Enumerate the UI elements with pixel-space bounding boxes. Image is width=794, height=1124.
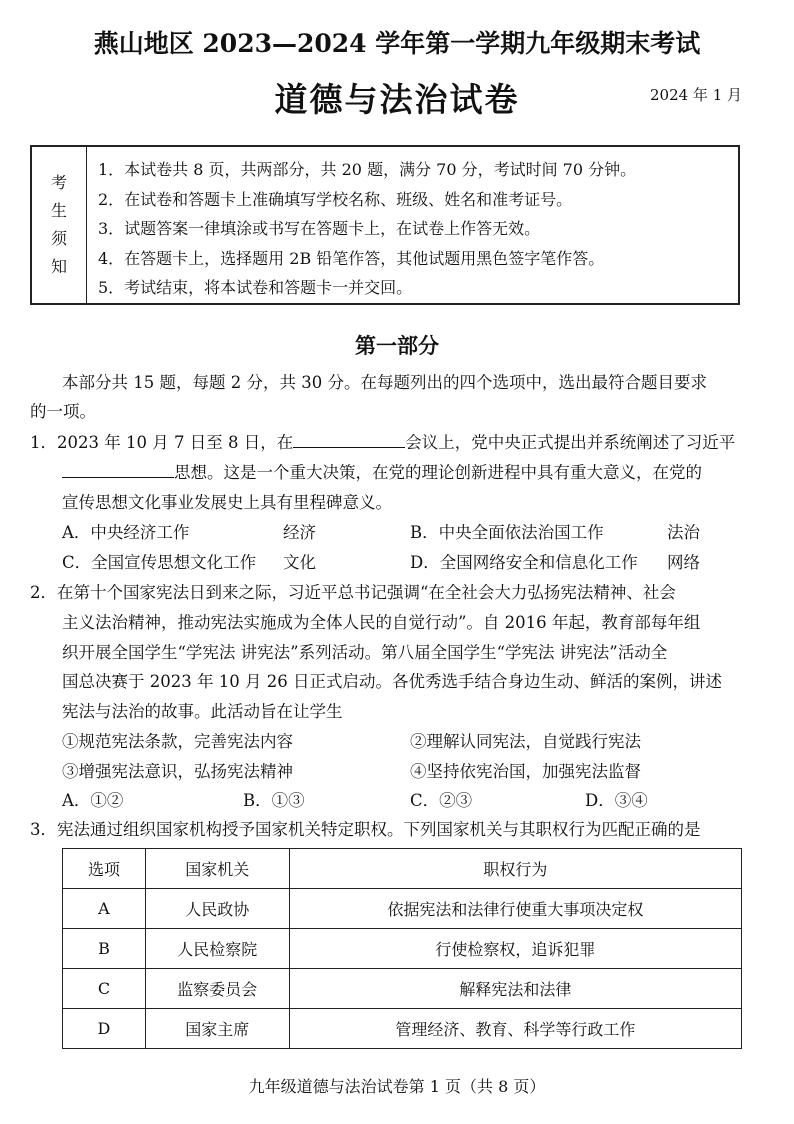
option-c-word: 文化 <box>283 553 316 572</box>
table-cell: B <box>63 929 146 969</box>
fill-blank <box>293 433 405 448</box>
table-cell: 人民政协 <box>145 889 289 929</box>
option-d: D．③④ <box>585 791 648 810</box>
statement-2: ②理解认同宪法，自觉践行宪法 <box>410 732 641 751</box>
notice-item: 1．本试卷共 8 页，共两部分，共 20 题，满分 70 分，考试时间 70 分钟。 <box>98 160 637 179</box>
option-a: A．中央经济工作 <box>62 523 190 542</box>
option-c: C．全国宣传思想文化工作 <box>62 553 257 572</box>
notice-label-char: 生 <box>50 201 67 220</box>
question-2-line: 织开展全国学生“学宪法 讲宪法”系列活动。第八届全国学生“学宪法 讲宪法”活动全 <box>62 643 668 662</box>
part-intro-line: 本部分共 15 题，每题 2 分，共 30 分。在每题列出的四个选项中，选出最符合题目要求 <box>62 373 707 392</box>
question-3-table <box>62 848 742 1049</box>
notice-label-char: 知 <box>50 257 67 276</box>
notice-label-char: 考 <box>50 173 67 192</box>
page-footer: 九年级道德与法治试卷第 1 页（共 8 页） <box>248 1077 546 1096</box>
option-a: A．①② <box>62 791 124 810</box>
table-header: 职权行为 <box>289 849 741 889</box>
option-a-word: 经济 <box>283 523 316 542</box>
option-d: D．全国网络安全和信息化工作 <box>410 553 638 572</box>
table-header: 国家机关 <box>145 849 289 889</box>
subject-title: 道德与法治试卷 <box>274 80 520 119</box>
question-2-line: 宪法与法治的故事。此活动旨在让学生 <box>62 702 343 721</box>
option-c: C．②③ <box>410 791 473 810</box>
table-cell: 解释宪法和法律 <box>289 969 741 1009</box>
table-cell: D <box>63 1009 146 1049</box>
option-d-word: 网络 <box>667 553 700 572</box>
question-1-text: 会议上，党中央正式提出并系统阐述了习近平 <box>405 433 736 452</box>
question-2-line: 国总决赛于 2023 年 10 月 26 日正式启动。各优秀选手结合身边生动、鲜活的案例，讲述 <box>62 672 722 691</box>
table-header: 选项 <box>63 849 146 889</box>
exam-date: 2024 年 1 月 <box>650 86 743 104</box>
table-row <box>63 929 742 969</box>
table-cell: 管理经济、教育、科学等行政工作 <box>289 1009 741 1049</box>
question-1-line <box>30 428 735 458</box>
table-row <box>63 889 742 929</box>
question-2-line: 2．在第十个国家宪法日到来之际，习近平总书记强调“在全社会大力弘扬宪法精神、社会 <box>30 583 676 602</box>
question-2-line: 主义法治精神，推动宪法实施成为全体人民的自觉行动”。自 2016 年起，教育部每年组 <box>62 613 701 632</box>
notice-label-char: 须 <box>50 229 67 248</box>
exam-title: 燕山地区 2023—2024 学年第一学期九年级期末考试 <box>93 29 701 58</box>
table-cell: 依据宪法和法律行使重大事项决定权 <box>289 889 741 929</box>
question-1-line: 宣传思想文化事业发展史上具有里程碑意义。 <box>62 493 392 512</box>
fill-blank <box>62 463 174 478</box>
table-cell: C <box>63 969 146 1009</box>
part-intro-line: 的一项。 <box>30 402 96 421</box>
notice-label <box>32 147 87 303</box>
table-cell: 监察委员会 <box>145 969 289 1009</box>
question-1-line <box>62 458 702 488</box>
notice-list <box>98 155 636 303</box>
table-cell: 行使检察权，追诉犯罪 <box>289 929 741 969</box>
question-3-stem: 3．宪法通过组织国家机构授予国家机关特定职权。下列国家机关与其职权行为匹配正确的是 <box>30 820 701 839</box>
option-b-word: 法治 <box>667 523 700 542</box>
table-row <box>63 969 742 1009</box>
statement-3: ③增强宪法意识，弘扬宪法精神 <box>62 762 293 781</box>
table-row <box>63 1009 742 1049</box>
notice-item: 4．在答题卡上，选择题用 2B 铅笔作答，其他试题用黑色签字笔作答。 <box>98 248 605 268</box>
table-cell: 国家主席 <box>145 1009 289 1049</box>
table-cell: A <box>63 889 146 929</box>
question-1-text: 思想。这是一个重大决策，在党的理论创新进程中具有重大意义，在党的 <box>174 463 702 482</box>
table-header-row <box>63 849 742 889</box>
statement-1: ①规范宪法条款，完善宪法内容 <box>62 732 293 751</box>
notice-item: 3．试题答案一律填涂或书写在答题卡上，在试卷上作答无效。 <box>98 219 541 238</box>
exam-notice-box <box>30 145 740 305</box>
option-b: B．中央全面依法治国工作 <box>410 523 604 542</box>
statement-4: ④坚持依宪治国，加强宪法监督 <box>410 762 641 781</box>
option-b: B．①③ <box>243 791 305 810</box>
notice-item: 2．在试卷和答题卡上准确填写学校名称、班级、姓名和准考证号。 <box>98 189 573 209</box>
table-cell: 人民检察院 <box>145 929 289 969</box>
part-title: 第一部分 <box>355 333 439 358</box>
notice-item: 5．考试结束，将本试卷和答题卡一并交回。 <box>98 278 413 297</box>
question-1-text: 1．2023 年 10 月 7 日至 8 日，在 <box>30 433 294 452</box>
